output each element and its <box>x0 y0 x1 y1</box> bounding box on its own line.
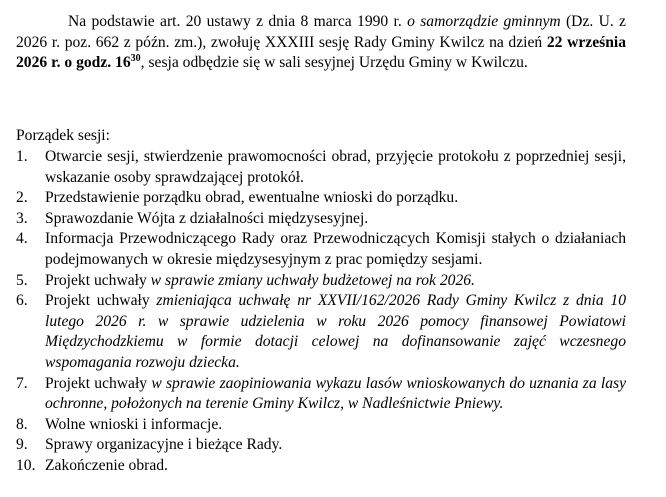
agenda-item <box>16 209 626 230</box>
agenda-item-number: 2. <box>16 189 28 207</box>
agenda-heading: Porządek sesji: <box>16 127 110 144</box>
session-date: 22 września 2026 r. o godz. 16 <box>16 33 626 71</box>
agenda-item-text: Sprawy organizacyjne i bieżące Rady. <box>45 436 283 454</box>
agenda-item-text: Zakończenie obrad. <box>45 456 168 474</box>
agenda-item-number: 4. <box>16 230 28 248</box>
intro-act-title: o samorządzie gminnym <box>407 13 561 30</box>
session-minutes: 30 <box>130 53 141 64</box>
agenda-item-text: Informacja Przewodniczącego Rady oraz Przewodniczących Komisji stałych o działaniach podejmowanych w okresie międzysesyjnym z prac pomiędzy sesjami. <box>45 230 626 268</box>
agenda-item-number: 7. <box>16 374 28 392</box>
agenda-item-text: Sprawozdanie Wójta z działalności międzysesyjnej. <box>45 209 369 227</box>
intro-text-3: , sesja odbędzie się w sali sesyjnej Urzędu Gminy w Kwilczu. <box>140 54 528 71</box>
agenda-item-text: Projekt uchwały <box>45 374 152 392</box>
agenda-item <box>16 435 626 456</box>
agenda-item-number: 10. <box>16 456 36 474</box>
agenda-item <box>16 291 626 373</box>
agenda-item <box>16 229 626 270</box>
agenda-item-italic-text: w sprawie zmiany uchwały budżetowej na rok 2026. <box>150 271 475 289</box>
intro-text-1: Na podstawie art. 20 ustawy z dnia 8 marca 1990 r. <box>68 13 408 30</box>
agenda-item-text: Wolne wnioski i informacje. <box>45 415 223 433</box>
agenda-item <box>16 188 626 209</box>
agenda-item-italic-text: w sprawie zaopiniowania wykazu lasów wnioskowanych do uznania za lasy ochronne, położonych na terenie Gminy Kwilcz, w Nadleśnictwie Pniewy. <box>45 374 626 413</box>
agenda-list <box>16 147 626 477</box>
agenda-item-text: Projekt uchwały <box>45 271 151 289</box>
agenda-item-italic-text: zmieniająca uchwałę nr XXVII/162/2026 Rady Gminy Kwilcz z dnia 10 lutego 2026 r. w sprawie udzielenia w roku 2026 pomocy finansowej Powiatowi Międzychodzkiemu w formie dotacji celowej na dofinansowanie zajęć wczesnego wspomagania rozwoju dziecka. <box>45 292 627 371</box>
agenda-item-number: 6. <box>16 292 28 310</box>
intro-paragraph <box>16 12 626 74</box>
agenda-item <box>16 147 626 188</box>
agenda-item-number: 1. <box>16 148 28 165</box>
agenda-item-number: 8. <box>16 415 28 433</box>
agenda-item-text: Przedstawienie porządku obrad, ewentualne wnioski do porządku. <box>45 189 459 207</box>
agenda-item <box>16 374 626 415</box>
intro-text-2: (Dz. U. z 2026 r. poz. 662 z późn. zm.), zwołuję XXXIII sesję Rady Gminy Kwilcz na dzień <box>16 13 626 51</box>
agenda-item-number: 3. <box>16 209 28 227</box>
agenda-item-text: Otwarcie sesji, stwierdzenie prawomocności obrad, przyjęcie protokołu z poprzedniej sesji, wskazanie osoby sprawdzającej protokół. <box>45 148 626 186</box>
agenda-item <box>16 456 626 477</box>
agenda-item <box>16 415 626 436</box>
agenda-item-number: 5. <box>16 271 28 289</box>
agenda-item-text: Projekt uchwały <box>45 292 157 310</box>
agenda-item-number: 9. <box>16 436 28 454</box>
agenda-item <box>16 271 626 292</box>
